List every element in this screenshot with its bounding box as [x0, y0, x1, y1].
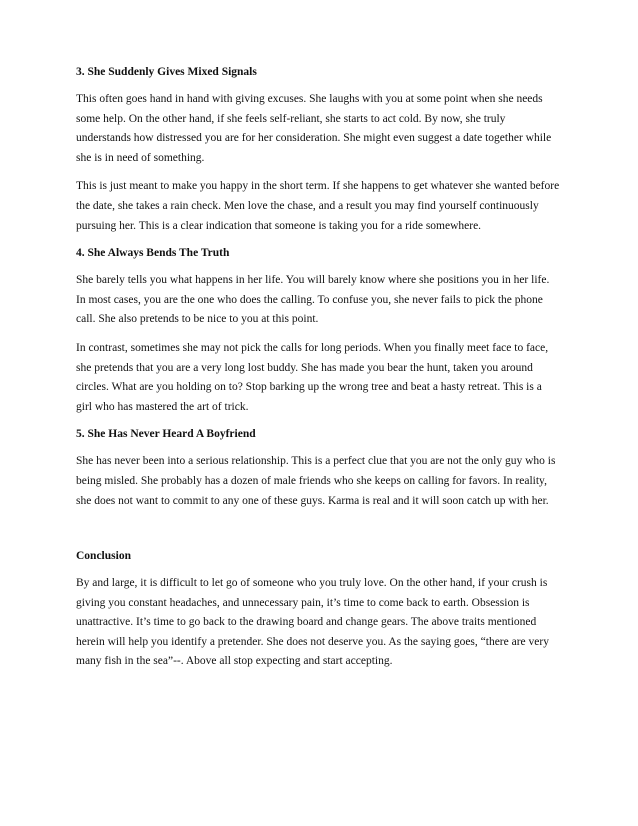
- section-paragraph: This often goes hand in hand with giving excuses. She laughs with you at some point when she needs some help. On the other hand, if she feels self-reliant, she starts to act cold. By now, she truly understands how distressed you are for her consideration. She might even suggest a date together while she is in need of something.: [76, 93, 552, 164]
- section-paragraph: She has never been into a serious relationship. This is a perfect clue that you are not the only guy who is being misled. She probably has a dozen of male friends who she keeps on calling for favors. In reality, she does not want to commit to any one of these guys. Karma is real and it will soon catch up with her.: [76, 455, 556, 507]
- section-heading-conclusion: Conclusion: [76, 550, 131, 563]
- section-heading-never-boyfriend: 5. She Has Never Heard A Boyfriend: [76, 428, 256, 441]
- document-page: [76, 64, 560, 681]
- section-paragraph: By and large, it is difficult to let go of someone who you truly love. On the other hand, if your crush is giving you constant headaches, and unnecessary pain, it’s time to come back to earth. Obsession is unattractive. It’s time to go back to the drawing board and change gears. The above traits mentioned herein will help you identify a pretender. She does not deserve you. As the saying goes, “there are very many fish in the sea”--. Above all stop expecting and start accepting.: [76, 577, 549, 668]
- section-paragraph: This is just meant to make you happy in the short term. If she happens to get whatever she wanted before the date, she takes a rain check. Men love the chase, and a result you may find yourself continuously pursuing her. This is a clear indication that someone is taking you for a ride somewhere.: [76, 180, 560, 232]
- section-heading-bends-truth: 4. She Always Bends The Truth: [76, 247, 230, 260]
- section-heading-mixed-signals: 3. She Suddenly Gives Mixed Signals: [76, 66, 257, 78]
- section-paragraph: In contrast, sometimes she may not pick the calls for long periods. When you finally meet face to face, she pretends that you are a very long lost buddy. She has made you bear the hunt, taken you around circles. What are you holding on to? Stop barking up the wrong tree and beat a hasty retreat. This is a girl who has mastered the art of trick.: [76, 341, 549, 413]
- section-paragraph: She barely tells you what happens in her life. You will barely know where she positions you in her life. In most cases, you are the one who does the calling. To confuse you, she never fails to pick the phone call. She also pretends to be nice to you at this point.: [76, 274, 550, 326]
- section-spacer: [76, 520, 560, 548]
